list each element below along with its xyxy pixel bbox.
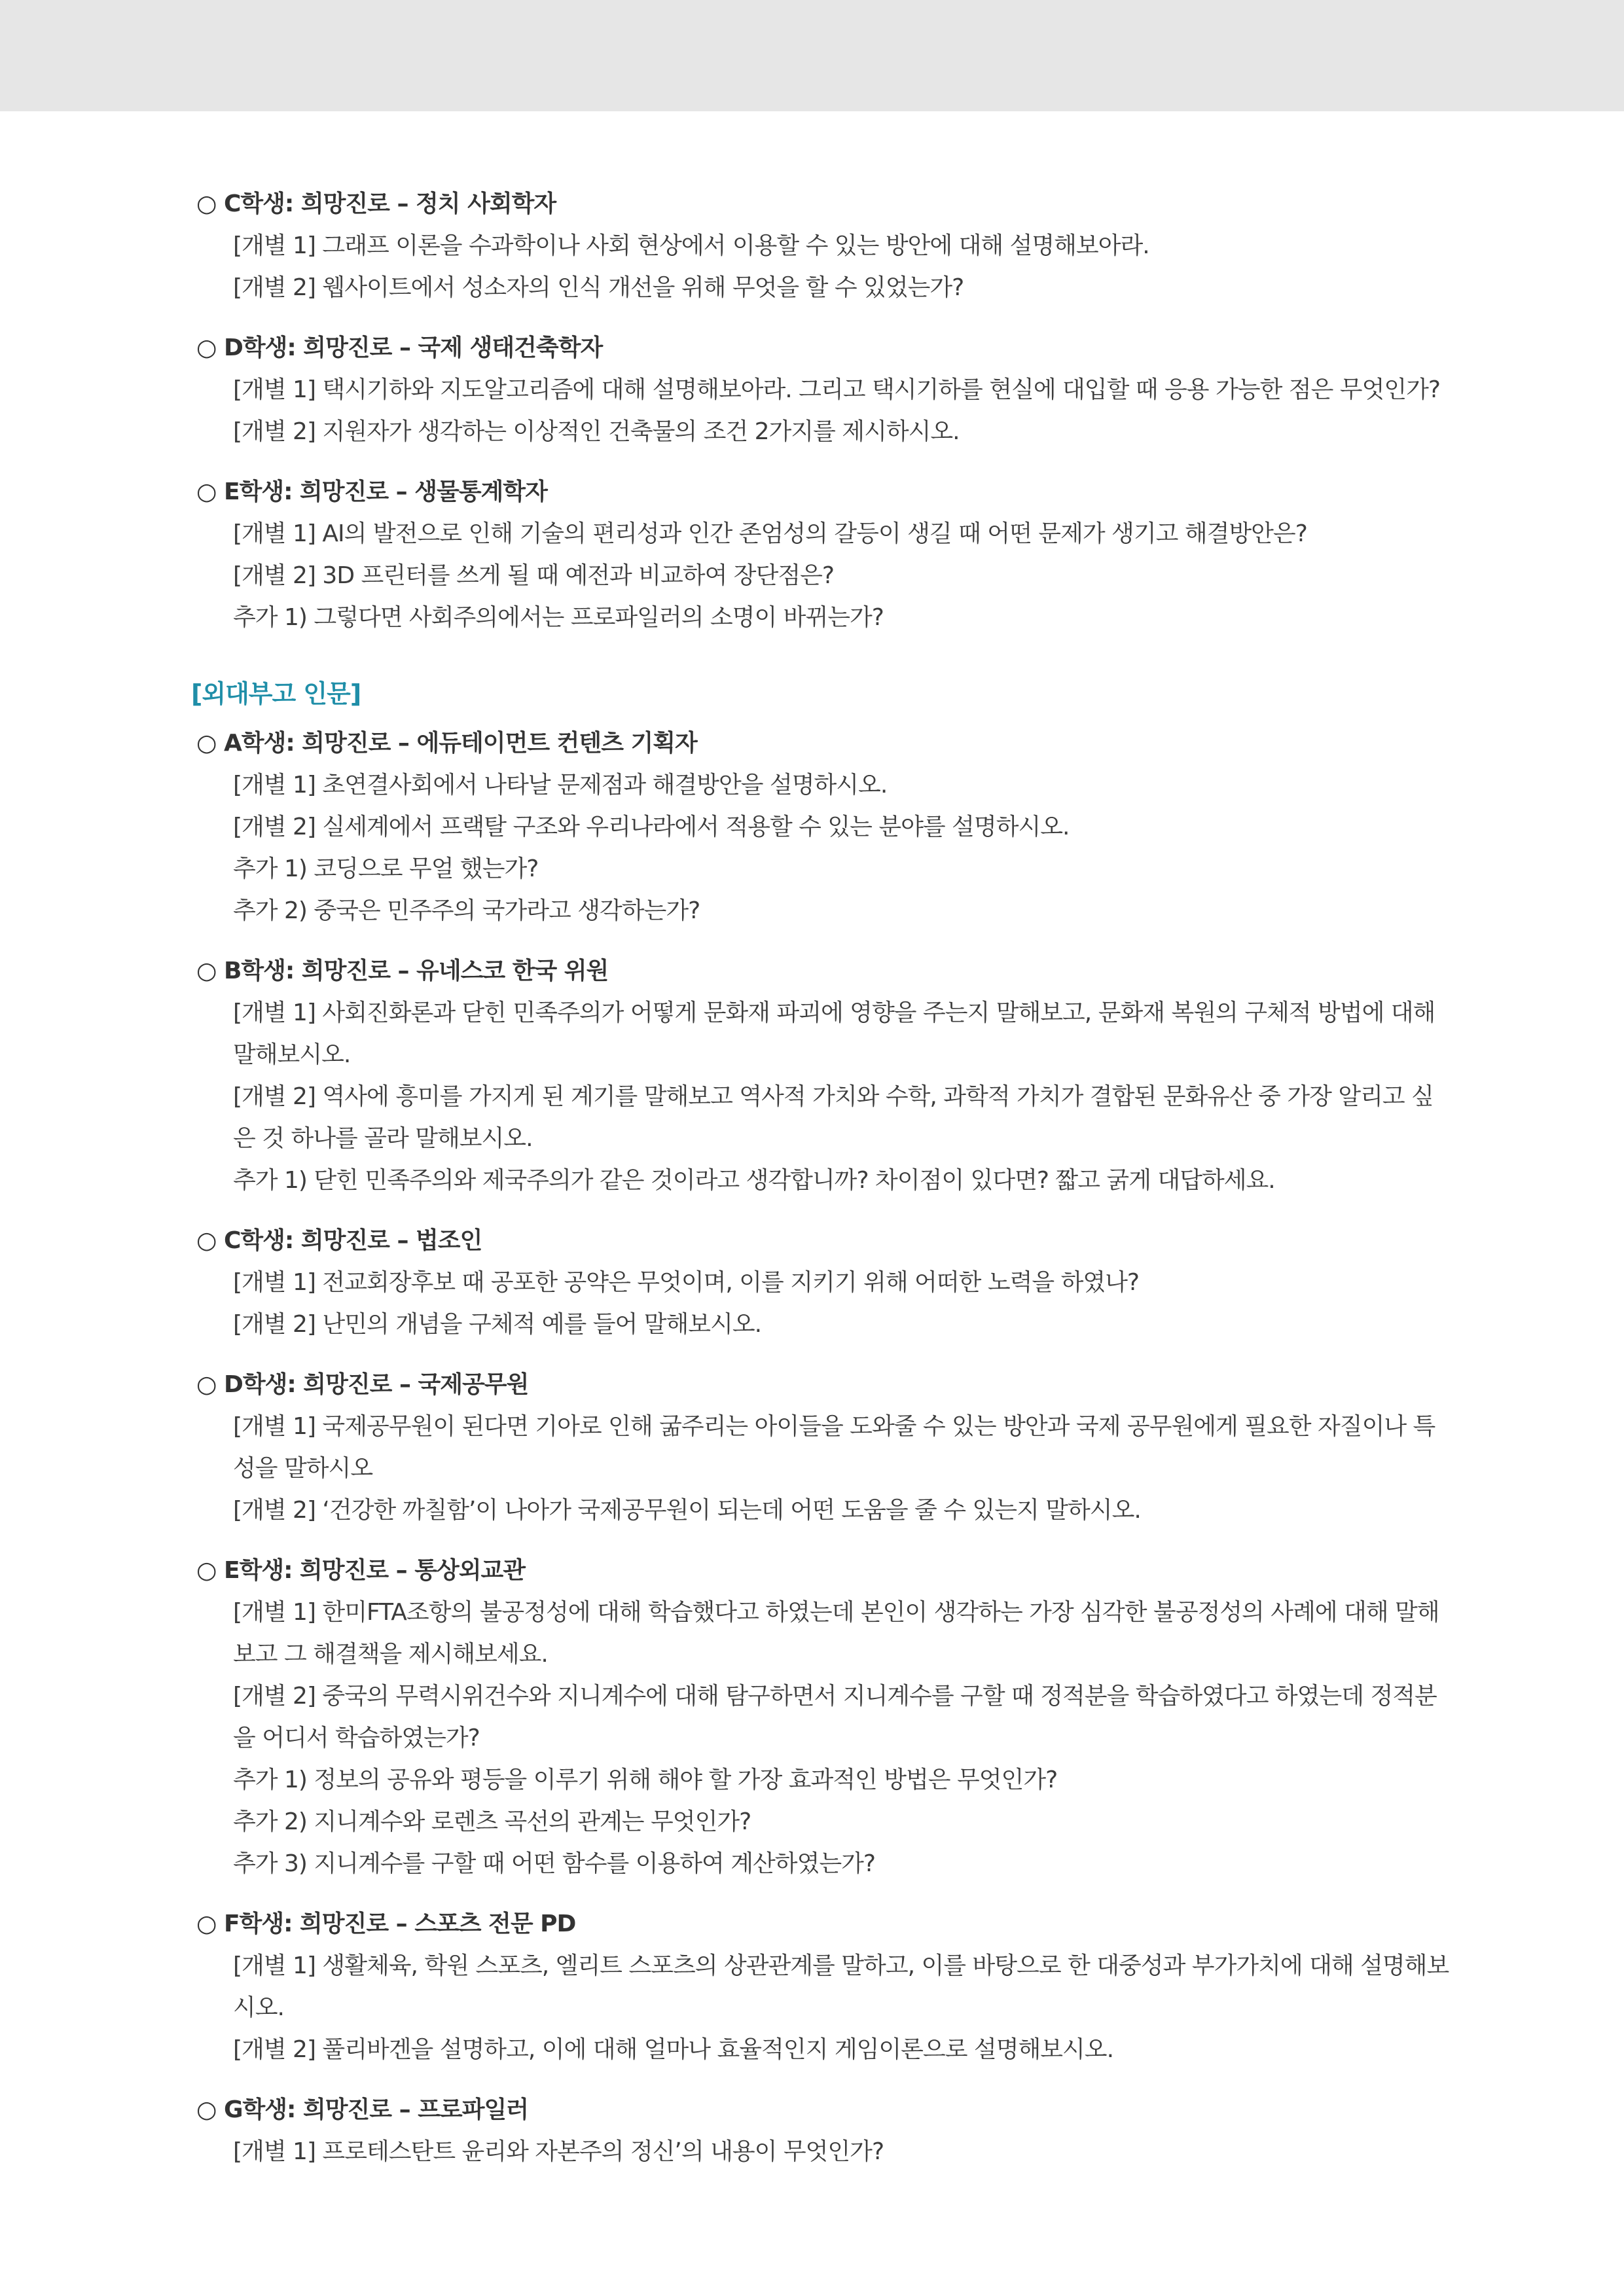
student-block — [196, 471, 1453, 639]
student-heading: ○ E학생: 희망진로 – 통상외교관 — [196, 1557, 526, 1584]
student-heading: ○ G학생: 희망진로 – 프로파일러 — [196, 2096, 529, 2123]
student-heading: ○ E학생: 희망진로 – 생물통계학자 — [196, 478, 547, 505]
question-item: [개별 1] 프로테스탄트 윤리와 자본주의 정신’의 내용이 무엇인가? — [233, 2138, 884, 2165]
student-block — [196, 723, 1453, 932]
question-item: [개별 2] 역사에 흥미를 가지게 된 계기를 말해보고 역사적 가치와 수학, 과학적 가치가 결합된 문화유산 중 가장 알리고 싶은 것 하나를 골라 말해보시오. — [233, 1083, 1434, 1152]
question-item: [개별 1] 초연결사회에서 나타날 문제점과 해결방안을 설명하시오. — [233, 772, 888, 798]
student-block — [196, 2089, 1453, 2173]
student-block — [196, 1220, 1453, 1346]
student-block — [196, 1903, 1453, 2071]
student-block — [196, 327, 1453, 453]
document-body — [191, 183, 1453, 2191]
question-item: [개별 2] 실세계에서 프랙탈 구조와 우리나라에서 적용할 수 있는 분야를 설명하시오. — [233, 814, 1070, 840]
question-item: [개별 2] 웹사이트에서 성소자의 인식 개선을 위해 무엇을 할 수 있었는가? — [233, 274, 964, 301]
question-item: [개별 1] 국제공무원이 된다면 기아로 인해 굶주리는 아이들을 도와줄 수 있는 방안과 국제 공무원에게 필요한 자질이나 특성을 말하시오 — [233, 1413, 1435, 1482]
student-block — [196, 950, 1453, 1202]
question-item: 추가 1) 닫힌 민족주의와 제국주의가 같은 것이라고 생각합니까? 차이점이 있다면? 짧고 굵게 대답하세요. — [233, 1167, 1275, 1194]
question-item: [개별 2] 3D 프린터를 쓰게 될 때 예전과 비교하여 장단점은? — [233, 562, 835, 589]
question-item: 추가 2) 중국은 민주주의 국가라고 생각하는가? — [233, 897, 700, 924]
question-item: [개별 1] 택시기하와 지도알고리즘에 대해 설명해보아라. 그리고 택시기하를 현실에 대입할 때 응용 가능한 점은 무엇인가? — [233, 376, 1441, 403]
student-heading: ○ B학생: 희망진로 – 유네스코 한국 위원 — [196, 958, 609, 984]
question-item: [개별 2] ‘건강한 까칠함’이 나아가 국제공무원이 되는데 어떤 도움을 줄 수 있는지 말하시오. — [233, 1497, 1141, 1524]
question-item: 추가 2) 지니계수와 로렌츠 곡선의 관계는 무엇인가? — [233, 1808, 751, 1835]
student-heading: ○ A학생: 희망진로 – 에듀테이먼트 컨텐츠 기획자 — [196, 730, 697, 757]
question-item: [개별 2] 지원자가 생각하는 이상적인 건축물의 조건 2가지를 제시하시오. — [233, 418, 960, 445]
question-item: [개별 1] 생활체육, 학원 스포츠, 엘리트 스포츠의 상관관계를 말하고, 이를 바탕으로 한 대중성과 부가가치에 대해 설명해보시오. — [233, 1952, 1449, 2021]
student-heading: ○ C학생: 희망진로 – 정치 사회학자 — [196, 190, 556, 217]
student-heading: ○ D학생: 희망진로 – 국제공무원 — [196, 1371, 529, 1398]
section-humanities — [191, 673, 1453, 2173]
question-item: [개별 1] 그래프 이론을 수과학이나 사회 현상에서 이용할 수 있는 방안에 대해 설명해보아라. — [233, 232, 1149, 259]
student-block — [196, 1364, 1453, 1532]
question-item: [개별 1] 사회진화론과 닫힌 민족주의가 어떻게 문화재 파괴에 영향을 주는지 말해보고, 문화재 복원의 구체적 방법에 대해 말해보시오. — [233, 999, 1435, 1068]
student-heading: ○ F학생: 희망진로 – 스포츠 전문 PD — [196, 1910, 576, 1937]
student-heading: ○ C학생: 희망진로 – 법조인 — [196, 1227, 482, 1254]
question-item: [개별 2] 난민의 개념을 구체적 예를 들어 말해보시오. — [233, 1311, 762, 1338]
question-item: 추가 3) 지니계수를 구할 때 어떤 함수를 이용하여 계산하였는가? — [233, 1850, 876, 1877]
question-item: [개별 1] 한미FTA조항의 불공정성에 대해 학습했다고 하였는데 본인이 생각하는 가장 심각한 불공정성의 사례에 대해 말해보고 그 해결책을 제시해보세요. — [233, 1599, 1439, 1668]
question-item: 추가 1) 정보의 공유와 평등을 이루기 위해 해야 할 가장 효과적인 방법은 무엇인가? — [233, 1767, 1058, 1793]
section-continued — [196, 183, 1453, 639]
question-item: [개별 1] 전교회장후보 때 공포한 공약은 무엇이며, 이를 지키기 위해 어떠한 노력을 하였나? — [233, 1269, 1140, 1296]
question-item: [개별 2] 풀리바겐을 설명하고, 이에 대해 얼마나 효율적인지 게임이론으로 설명해보시오. — [233, 2036, 1114, 2063]
student-block — [196, 1550, 1453, 1885]
header-band — [0, 0, 1624, 111]
question-item: [개별 2] 중국의 무력시위건수와 지니계수에 대해 탐구하면서 지니계수를 구할 때 정적분을 학습하였다고 하였는데 정적분을 어디서 학습하였는가? — [233, 1683, 1437, 1751]
student-heading: ○ D학생: 희망진로 – 국제 생태건축학자 — [196, 334, 603, 361]
student-block — [196, 183, 1453, 309]
question-item: [개별 1] AI의 발전으로 인해 기술의 편리성과 인간 존엄성의 갈등이 생길 때 어떤 문제가 생기고 해결방안은? — [233, 520, 1307, 547]
section-title: [외대부고 인문] — [191, 679, 361, 708]
question-item: 추가 1) 그렇다면 사회주의에서는 프로파일러의 소명이 바뀌는가? — [233, 604, 884, 631]
question-item: 추가 1) 코딩으로 무얼 했는가? — [233, 855, 539, 882]
